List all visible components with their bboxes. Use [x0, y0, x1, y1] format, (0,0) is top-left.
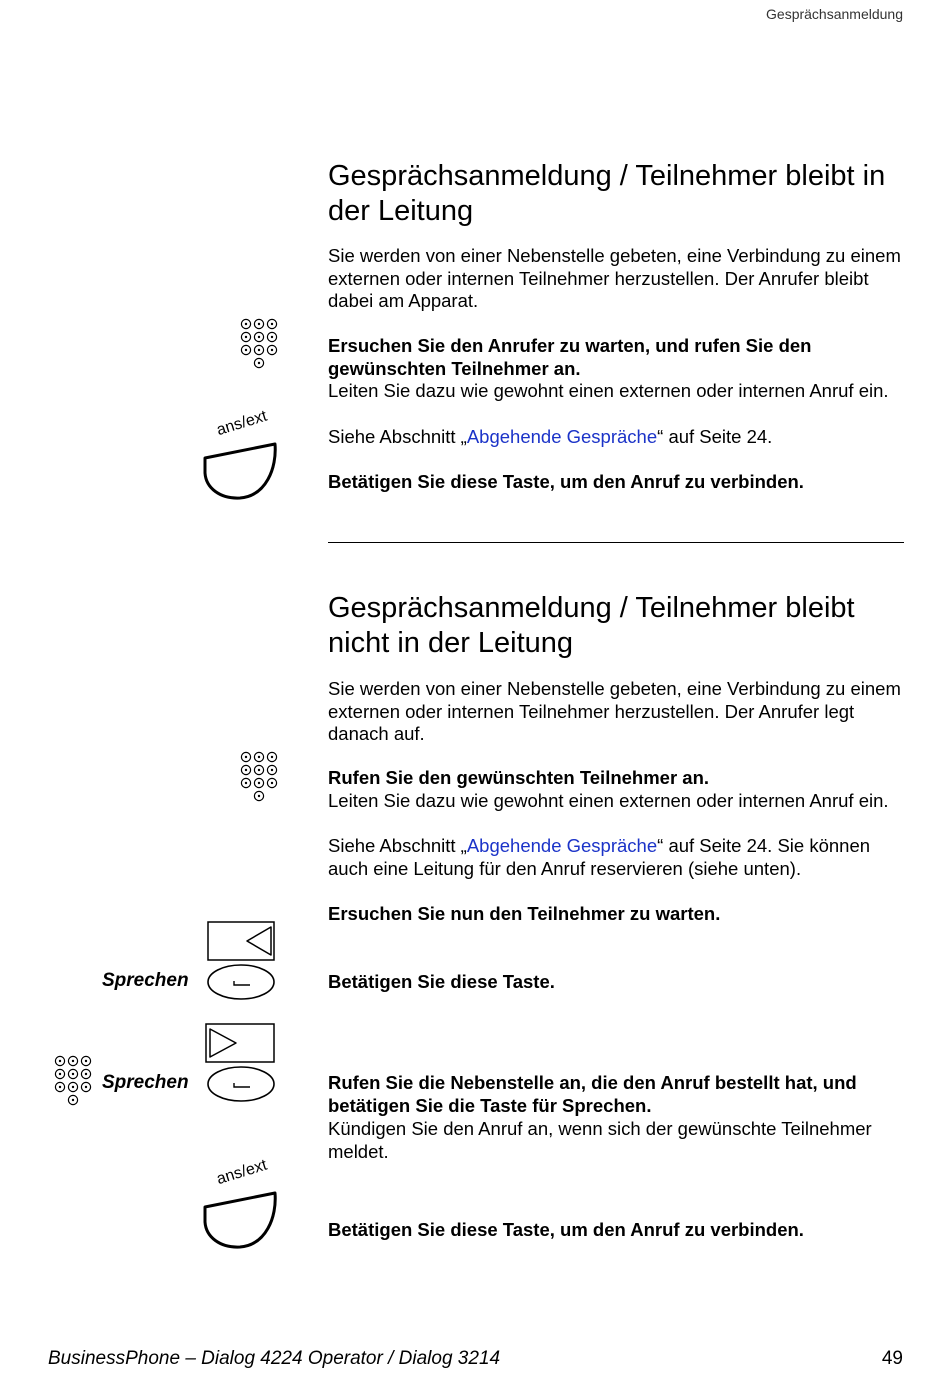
section2-step4-instruction: Rufen Sie die Nebenstelle an, die den Anruf bestellt hat, und betätigen Sie die Taste für Sprechen. [328, 1072, 857, 1116]
section2-step4-text: Kündigen Sie den Anruf an, wenn sich der gewünschte Teilnehmer meldet. [328, 1118, 872, 1162]
ans-ext-key-label: ans/ext [214, 1156, 270, 1189]
running-header: Gesprächsanmeldung [766, 6, 903, 22]
reference-suffix: “ auf Seite 24. Sie können auch eine Leitung für den Anruf reservieren (siehe unten). [328, 835, 871, 879]
section1-title: Gesprächsanmeldung / Teilnehmer bleibt in der Leitung [328, 160, 886, 227]
section1-step1-text: Leiten Sie dazu wie gewohnt einen externen oder internen Anruf ein. [328, 380, 889, 401]
keypad-icon [54, 1055, 94, 1109]
ans-ext-key [200, 407, 284, 504]
reference-link[interactable]: Abgehende Gespräche [466, 426, 658, 447]
sprechen-label: Sprechen [102, 970, 189, 991]
section2-step1-instruction: Rufen Sie den gewünschten Teilnehmer an. [328, 767, 710, 788]
reference-link[interactable]: Abgehende Gespräche [466, 835, 658, 856]
page-number: 49 [881, 1348, 903, 1369]
section-divider [328, 542, 904, 543]
section2-step2-instruction: Ersuchen Sie nun den Teilnehmer zu warten. [328, 903, 721, 924]
section2-step1-text: Leiten Sie dazu wie gewohnt einen externen oder internen Anruf ein. [328, 790, 889, 811]
handset-key-icon [200, 1187, 284, 1253]
sprechen-label: Sprechen [102, 1072, 189, 1093]
section2-step3-instruction: Betätigen Sie diese Taste. [328, 971, 555, 992]
soft-key-icon [206, 963, 276, 1001]
handset-key-icon [200, 438, 284, 504]
section1-reference [328, 426, 908, 449]
reference-prefix: Siehe Abschnitt „ [328, 426, 467, 447]
reference-prefix: Siehe Abschnitt „ [328, 835, 467, 856]
keypad-icon [240, 318, 280, 372]
section1-step1-instruction: Ersuchen Sie den Anrufer zu warten, und rufen Sie den gewünschten Teilnehmer an. [328, 335, 812, 379]
section2-step5-instruction: Betätigen Sie diese Taste, um den Anruf zu verbinden. [328, 1219, 804, 1240]
section1-intro: Sie werden von einer Nebenstelle gebeten, eine Verbindung zu einem externen oder internen Teilnehmer herzustellen. Der Anrufer bleibt dabei am Apparat. [328, 245, 901, 312]
ans-ext-key [200, 1156, 284, 1253]
display-left-arrow-icon [207, 921, 275, 961]
section1-step2-instruction: Betätigen Sie diese Taste, um den Anruf zu verbinden. [328, 471, 804, 492]
display-right-arrow-icon [205, 1023, 275, 1063]
section2-reference [328, 835, 908, 880]
section2-title: Gesprächsanmeldung / Teilnehmer bleibt nicht in der Leitung [328, 592, 855, 659]
footer-product: BusinessPhone – Dialog 4224 Operator / Dialog 3214 [48, 1348, 501, 1369]
reference-suffix: “ auf Seite 24. [657, 426, 773, 447]
section2-intro: Sie werden von einer Nebenstelle gebeten, eine Verbindung zu einem externen oder internen Teilnehmer herzustellen. Der Anrufer legt danach auf. [328, 678, 901, 745]
keypad-icon [240, 751, 280, 805]
soft-key-icon [206, 1065, 276, 1103]
ans-ext-key-label: ans/ext [214, 407, 270, 440]
